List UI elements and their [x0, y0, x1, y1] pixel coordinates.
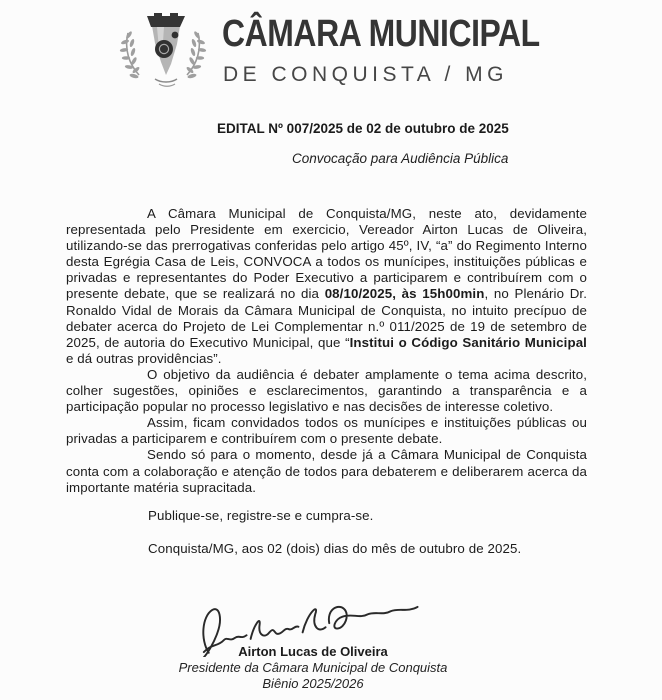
- paragraph: Assim, ficam convidados todos os munícipes e instituições públicas ou privadas a participarem e contribuírem com o presente debate.: [66, 415, 587, 447]
- municipal-coat-of-arms-icon: [117, 12, 209, 90]
- signer-term: Biênio 2025/2026: [262, 676, 364, 691]
- edital-subtitle: Convocação para Audiência Pública: [292, 151, 509, 166]
- paragraph: Sendo só para o momento, desde já a Câmara Municipal de Conquista conta com a colaboração e atenção de todos para debaterem e deliberarem acerca da importante matéria supracitada.: [66, 447, 587, 495]
- signature-block: [0, 596, 662, 700]
- closing-order-line: Publique-se, registre-se e cumpra-se.: [148, 507, 374, 523]
- organization-name: CÂMARA MUNICIPAL: [222, 13, 540, 55]
- edital-title: EDITAL Nº 007/2025 de 02 de outubro de 2025: [217, 121, 509, 136]
- paragraph: O objetivo da audiência é debater amplamente o tema acima descrito, colher sugestões, opiniões e esclarecimentos, garantindo a transparência e a participação popular no processo legislativo e nas decisões de interesse coletivo.: [66, 366, 587, 415]
- paragraph: A Câmara Municipal de Conquista/MG, neste ato, devidamente representada pelo Presidente em exercicio, Vereador Airton Lucas de Oliveira, utilizando-se das prerrogativas conferidas pelo artigo 45º, IV, “a” do Regimento Interno desta Egrégia Casa de Leis, CONVOCA a todos os munícipes, instituições públicas e privadas e representantes do Poder Executivo a participarem e contribuírem com o presente debate, que se realizará no dia 08/10/2025, às 15h00min, no Plenário Dr. Ronaldo Vidal de Morais da Câmara Municipal de Conquista, no intuito precípuo de debater acerca do Projeto de Lei Complementar n.º 011/2025 de 19 de setembro de 2025, de autoria do Executivo Municipal, que “Institui o Código Sanitário Municipal e dá outras providências”.: [66, 206, 587, 366]
- organization-location: DE CONQUISTA / MG: [223, 63, 508, 86]
- signer-name: Airton Lucas de Oliveira: [238, 644, 388, 659]
- document-body: [66, 206, 587, 557]
- signer-role: Presidente da Câmara Municipal de Conquista: [178, 660, 448, 675]
- place-date-line: Conquista/MG, aos 02 (dois) dias do mês de outubro de 2025.: [148, 540, 522, 556]
